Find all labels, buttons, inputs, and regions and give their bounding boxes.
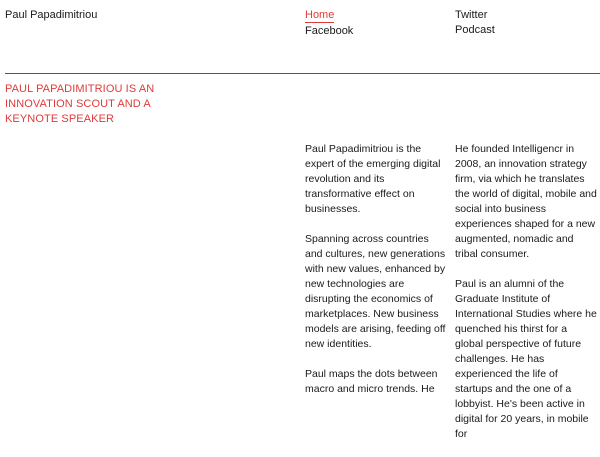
bio-paragraph: Paul is an alumni of the Graduate Institute of International Studies where he quenched his thirst for a global perspective of future challenges. He has experienced the life of startups and the one of a lobbyist. He's been active in digital for 20 years, in mobile for [455, 278, 597, 440]
nav-facebook-link[interactable]: Facebook [305, 25, 354, 37]
bio-column-1 [305, 142, 448, 412]
header-divider [5, 73, 600, 74]
page-headline: PAUL PAPADIMITRIOU IS AN INNOVATION SCOUT AND A KEYNOTE SPEAKER [5, 83, 155, 125]
bio-paragraph: Paul Papadimitriou is the expert of the emerging digital revolution and its transformative effect on businesses. [305, 143, 441, 215]
nav-podcast-link[interactable]: Podcast [455, 24, 495, 36]
nav-twitter-link[interactable]: Twitter [455, 9, 488, 21]
site-title[interactable]: Paul Papadimitriou [5, 9, 98, 21]
bio-column-2 [455, 142, 597, 457]
bio-paragraph: Spanning across countries and cultures, new generations with new values, enhanced by new technologies are disrupting the economics of marketplaces. New business models are arising, feeding off new identities. [305, 233, 446, 350]
main-nav-left [305, 8, 353, 39]
bio-paragraph: He founded Intelligencr in 2008, an innovation strategy firm, via which he translates the world of digital, mobile and social into business experiences shaped for a new augmented, nomadic and tribal consumer. [455, 143, 597, 260]
main-nav-right [455, 8, 495, 38]
bio-paragraph: Paul maps the dots between macro and micro trends. He [305, 368, 438, 395]
nav-home-link[interactable]: Home [305, 9, 335, 21]
